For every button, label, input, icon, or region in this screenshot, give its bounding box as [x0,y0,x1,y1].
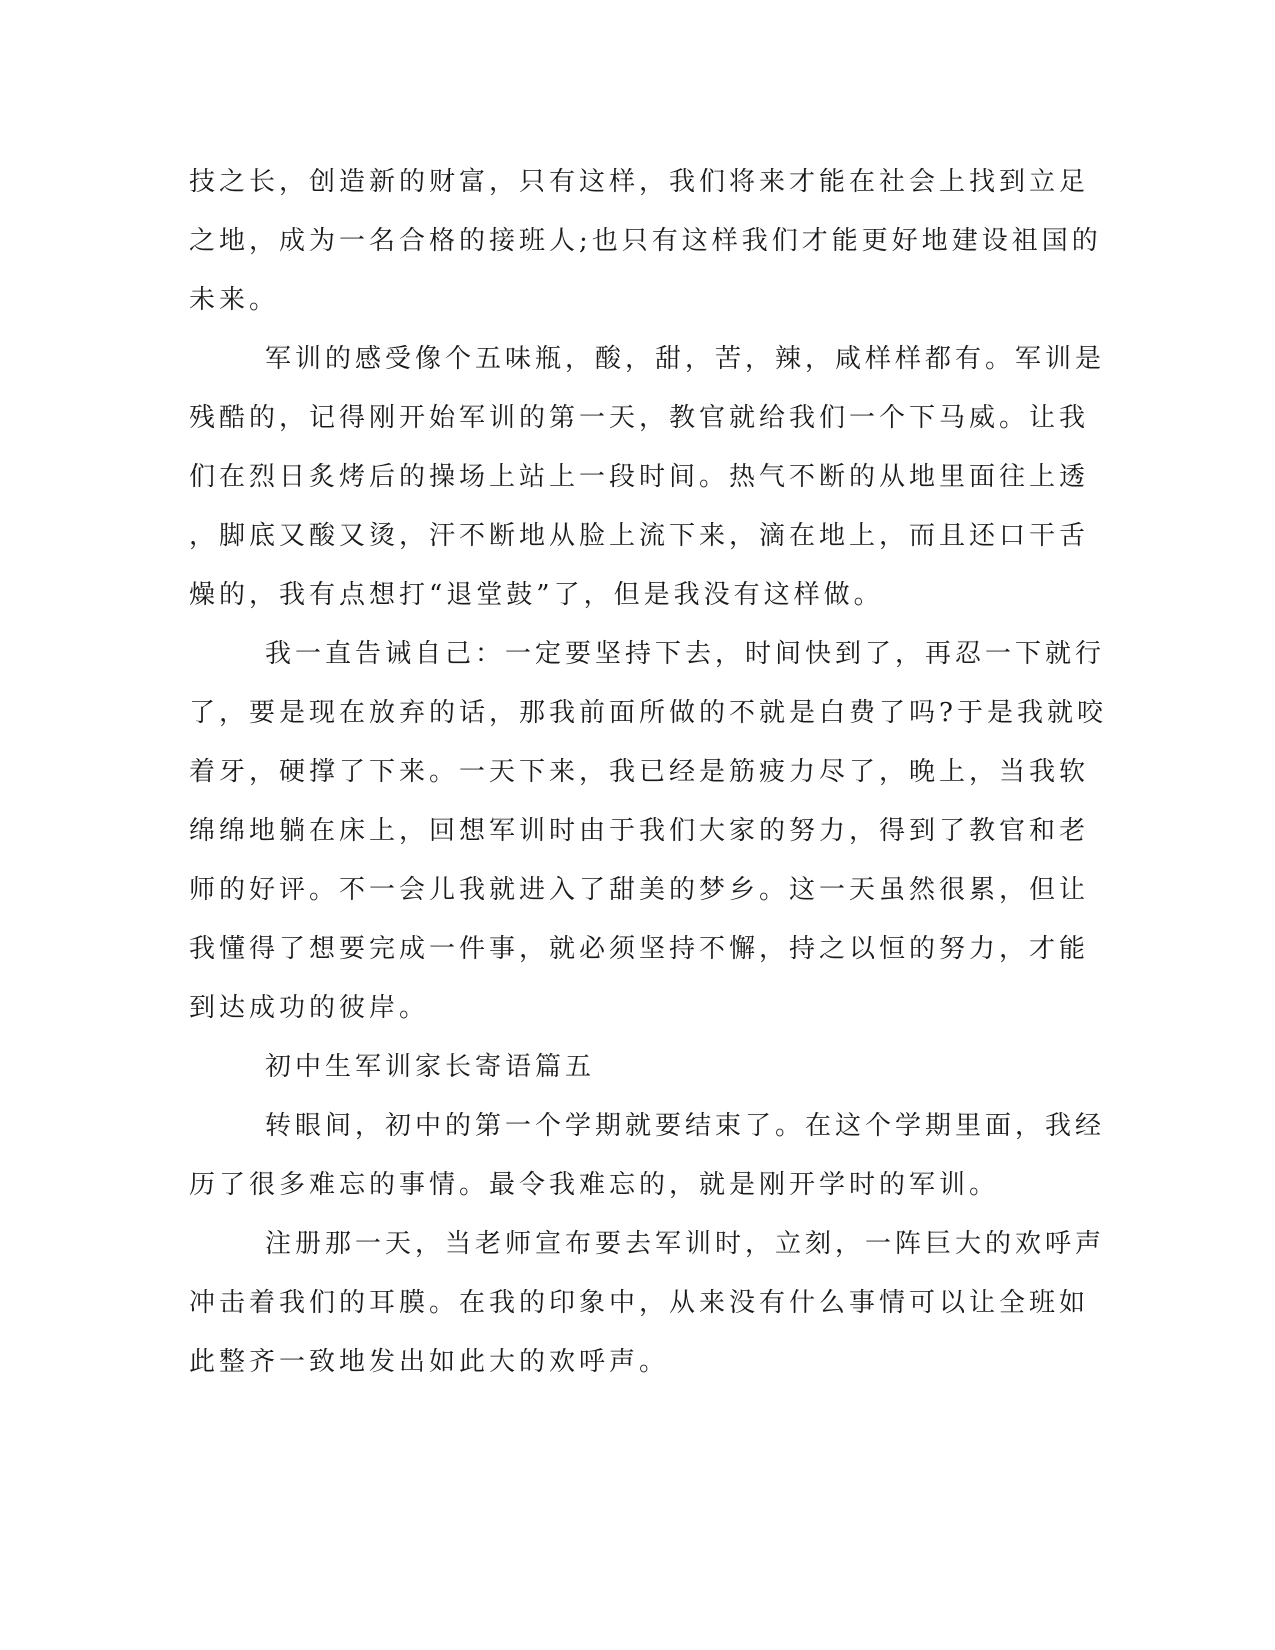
text-line: 此整齐一致地发出如此大的欢呼声。 [189,1347,670,1377]
text-line: 师的好评。不一会儿我就进入了甜美的梦乡。这一天虽然很累，但让 [189,875,1090,905]
paragraph-first-line: 军训的感受像个五味瓶，酸，甜，苦，辣，咸样样都有。军训是 [265,344,1106,374]
paragraph-first-line: 我一直告诫自己：一定要坚持下去，时间快到了，再忍一下就行 [265,639,1106,669]
paragraph-first-line: 注册那一天，当老师宣布要去军训时，立刻，一阵巨大的欢呼声 [265,1229,1106,1259]
paragraph-first-line: 转眼间，初中的第一个学期就要结束了。在这个学期里面，我经 [265,1111,1106,1141]
text-line: 之地，成为一名合格的接班人;也只有这样我们才能更好地建设祖国的 [189,226,1102,256]
text-line: 技之长，创造新的财富，只有这样，我们将来才能在社会上找到立足 [189,167,1090,197]
text-line: 未来。 [189,285,280,315]
text-line: 历了很多难忘的事情。最令我难忘的，就是刚开学时的军训。 [189,1170,1000,1200]
text-line: ，脚底又酸又烫，汗不断地从脸上流下来，滴在地上，而且还口干舌 [189,521,1090,551]
text-line: 到达成功的彼岸。 [189,993,430,1023]
text-line: 着牙，硬撑了下来。一天下来，我已经是筋疲力尽了，晚上，当我软 [189,757,1090,787]
text-line: 了，要是现在放弃的话，那我前面所做的不就是白费了吗?于是我就咬 [189,698,1107,728]
text-line: 燥的，我有点想打“退堂鼓”了，但是我没有这样做。 [189,580,884,610]
text-line: 冲击着我们的耳膜。在我的印象中，从来没有什么事情可以让全班如 [189,1288,1090,1318]
section-heading: 初中生军训家长寄语篇五 [265,1052,596,1082]
text-line: 我懂得了想要完成一件事，就必须坚持不懈，持之以恒的努力，才能 [189,934,1090,964]
text-line: 们在烈日炙烤后的操场上站上一段时间。热气不断的从地里面往上透 [189,462,1090,492]
text-line: 绵绵地躺在床上，回想军训时由于我们大家的努力，得到了教官和老 [189,816,1090,846]
text-line: 残酷的，记得刚开始军训的第一天，教官就给我们一个下马威。让我 [189,403,1090,433]
